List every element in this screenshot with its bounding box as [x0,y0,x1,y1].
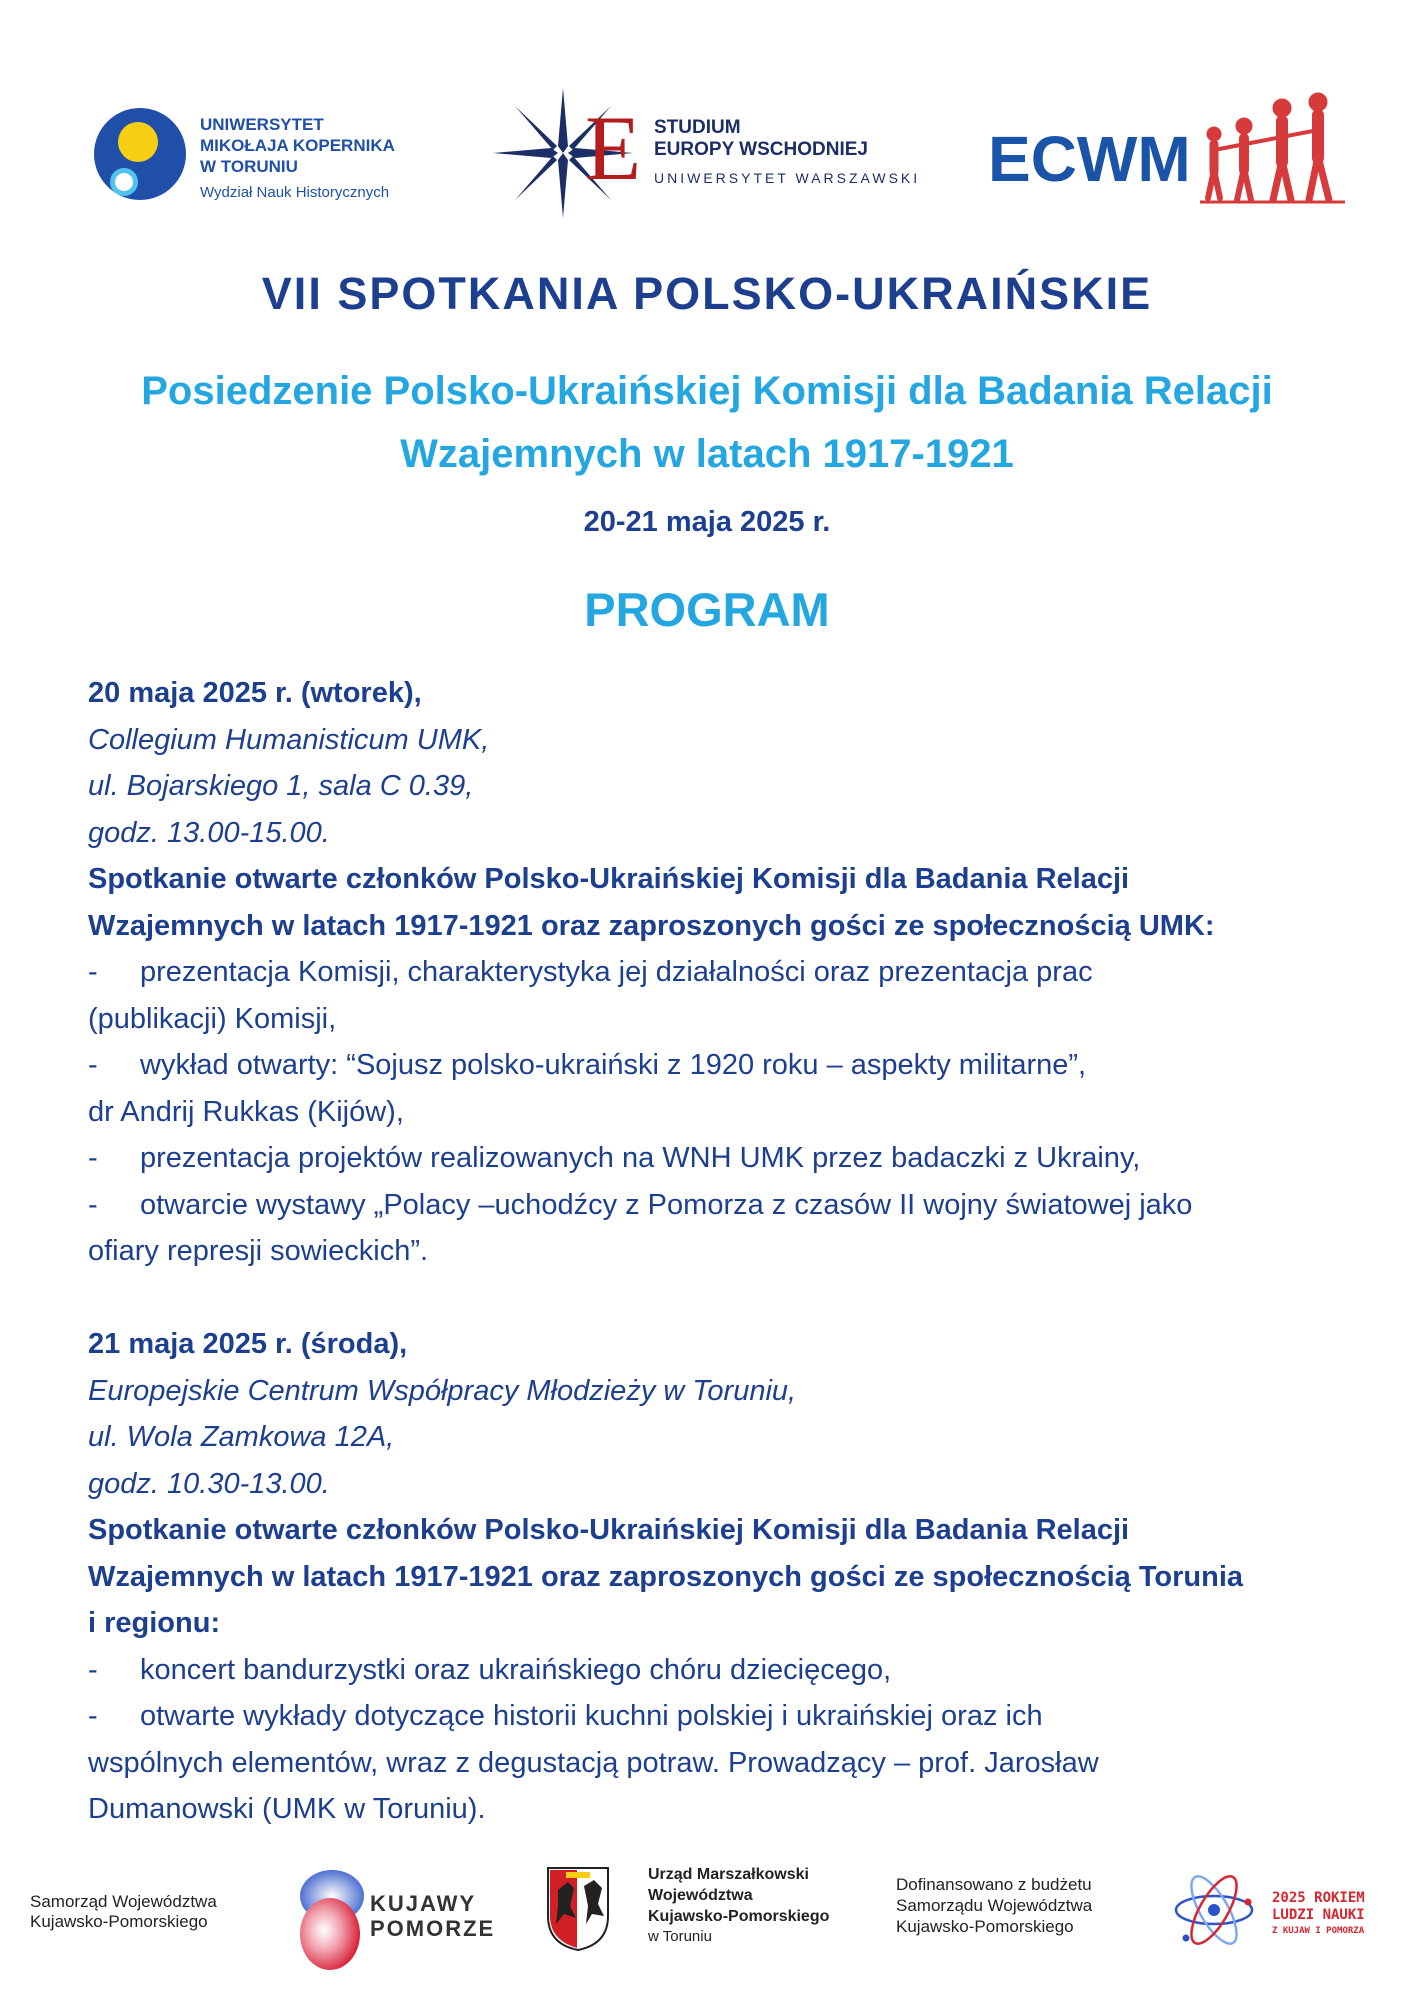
list-dash: - [88,1188,98,1221]
program-heading: PROGRAM [584,583,830,636]
see-line1: STUDIUM [654,117,741,138]
urzad-line2: Województwa [648,1887,753,1904]
page-title: VII SPOTKANIA POLSKO-UKRAIŃSKIE [261,268,1153,319]
day1-desc-line2: Wzajemnych w latach 1917-1921 oraz zaproszonych gości ze społecznością UMK: [88,909,1215,942]
see-line2: EUROPY WSCHODNIEJ [654,139,868,160]
list-dash: - [88,1142,98,1174]
umk-line2: MIKOŁAJA KOPERNIKA [200,136,395,155]
list-dash: - [88,1049,98,1081]
kujawy-line2: POMORZE [370,1916,496,1941]
list-dash: - [88,1700,98,1732]
day1-item2-text: wykład otwarty: “Sojusz polsko-ukraiński z 1920 roku – aspekty militarne”, [140,1049,1087,1081]
day2-item1-text: koncert bandurzystki oraz ukraińskiego chóru dziecięcego, [140,1653,892,1686]
day1-item2-cont: dr Andrij Rukkas (Kijów), [88,1095,404,1128]
people-figures-icon [1200,90,1345,205]
event-dates: 20-21 maja 2025 r. [583,506,831,538]
dofin-line1: Dofinansowano z budżetu [896,1875,1092,1894]
kujawy-line1: KUJAWY [370,1891,477,1916]
day1-item3-text: prezentacja projektów realizowanych na WNH UMK przez badaczki z Ukrainy, [140,1142,1141,1174]
day2-item1 [88,1647,1348,1694]
day2-item2-cont2: Dumanowski (UMK w Toruniu). [88,1793,486,1825]
day1-item1-text: prezentacja Komisji, charakterystyka jej działalności oraz prezentacja prac [140,956,1093,988]
page-subtitle [60,360,1354,486]
day1-address: ul. Bojarskiego 1, sala C 0.39, [88,770,474,802]
urzad-marszalkowski [648,1864,829,1927]
dofin-line3: Kujawsko-Pomorskiego [896,1917,1074,1936]
day1-item1-cont: (publikacji) Komisji, [88,1002,337,1035]
rok-line3: Z KUJAW I POMORZA [1272,1926,1365,1936]
day1-time: godz. 13.00-15.00. [88,816,330,849]
day1-desc-line1: Spotkanie otwarte członków Polsko-Ukraińskiej Komisji dla Badania Relacji [88,863,1130,895]
funding-note [896,1874,1092,1937]
day1-item3 [88,1135,1348,1182]
day2-address: ul. Wola Zamkowa 12A, [88,1421,395,1453]
urzad-line3: Kujawsko-Pomorskiego [648,1908,830,1925]
day2-item2 [88,1693,1348,1740]
day2-date: 21 maja 2025 r. (środa), [88,1328,408,1360]
umk-logo-text [200,114,395,177]
kujawy-pomorze-text [370,1891,495,1941]
umk-faculty: Wydział Nauk Historycznych [200,184,390,201]
day1-item2 [88,1042,1348,1089]
ecwm-logo-text: ECWM [988,123,1191,195]
day1-date: 20 maja 2025 r. (wtorek), [88,677,422,709]
umk-line1: UNIWERSYTET [200,115,324,134]
rok-line1: 2025 ROKIEM [1272,1890,1365,1906]
day1-item4 [88,1182,1348,1229]
kujawy-pomorze-mark-icon [298,1868,366,1972]
footer-samorzad [30,1892,217,1932]
program-body [88,670,1348,1833]
ludzi-nauki-text [1272,1890,1365,1938]
day1-item4-cont: ofiary represji sowieckich”. [88,1235,429,1267]
footer-samorzad-line1: Samorząd Województwa [30,1892,217,1911]
day2-place: Europejskie Centrum Współpracy Młodzieży w Toruniu, [88,1374,797,1407]
day2-item2-cont1: wspólnych elementów, wraz z degustacją potraw. Prowadzący – prof. Jarosław [88,1746,1099,1779]
day2-item2-text: otwarte wykłady dotyczące historii kuchni polskiej i ukraińskiej oraz ich [140,1700,1043,1732]
day1-place: Collegium Humanisticum UMK, [88,723,490,756]
day2-time: godz. 10.30-13.00. [88,1467,330,1500]
urzad-line4: w Toruniu [648,1928,712,1945]
atom-icon [1172,1868,1256,1952]
dofin-line2: Samorządu Województwa [896,1896,1093,1915]
see-logo-letter: E [585,97,642,199]
section-spacer [88,1275,1348,1322]
see-line3: UNIWERSYTET WARSZAWSKI [654,170,921,186]
day2-desc-line3: i regionu: [88,1607,221,1639]
day2-desc-line2: Wzajemnych w latach 1917-1921 oraz zaproszonych gości ze społecznością Torunia [88,1560,1244,1593]
day1-item1 [88,949,1348,996]
footer-samorzad-line2: Kujawsko-Pomorskiego [30,1912,208,1931]
coat-of-arms-icon [546,1866,610,1952]
umk-line3: W TORUNIU [200,157,298,176]
subtitle-line2: Wzajemnych w latach 1917-1921 [400,432,1014,476]
day1-item4-text: otwarcie wystawy „Polacy –uchodźcy z Pomorza z czasów II wojny światowej jako [140,1188,1193,1221]
subtitle-line1: Posiedzenie Polsko-Ukraińskiej Komisji dla Badania Relacji [141,369,1273,413]
umk-logo-sun [118,122,158,162]
list-dash: - [88,956,98,988]
umk-logo-ring [110,168,138,196]
rok-line2: LUDZI NAUKI [1272,1907,1365,1923]
list-dash: - [88,1653,98,1686]
day2-desc-line1: Spotkanie otwarte członków Polsko-Ukraińskiej Komisji dla Badania Relacji [88,1514,1130,1546]
urzad-line1: Urząd Marszałkowski [648,1866,809,1883]
